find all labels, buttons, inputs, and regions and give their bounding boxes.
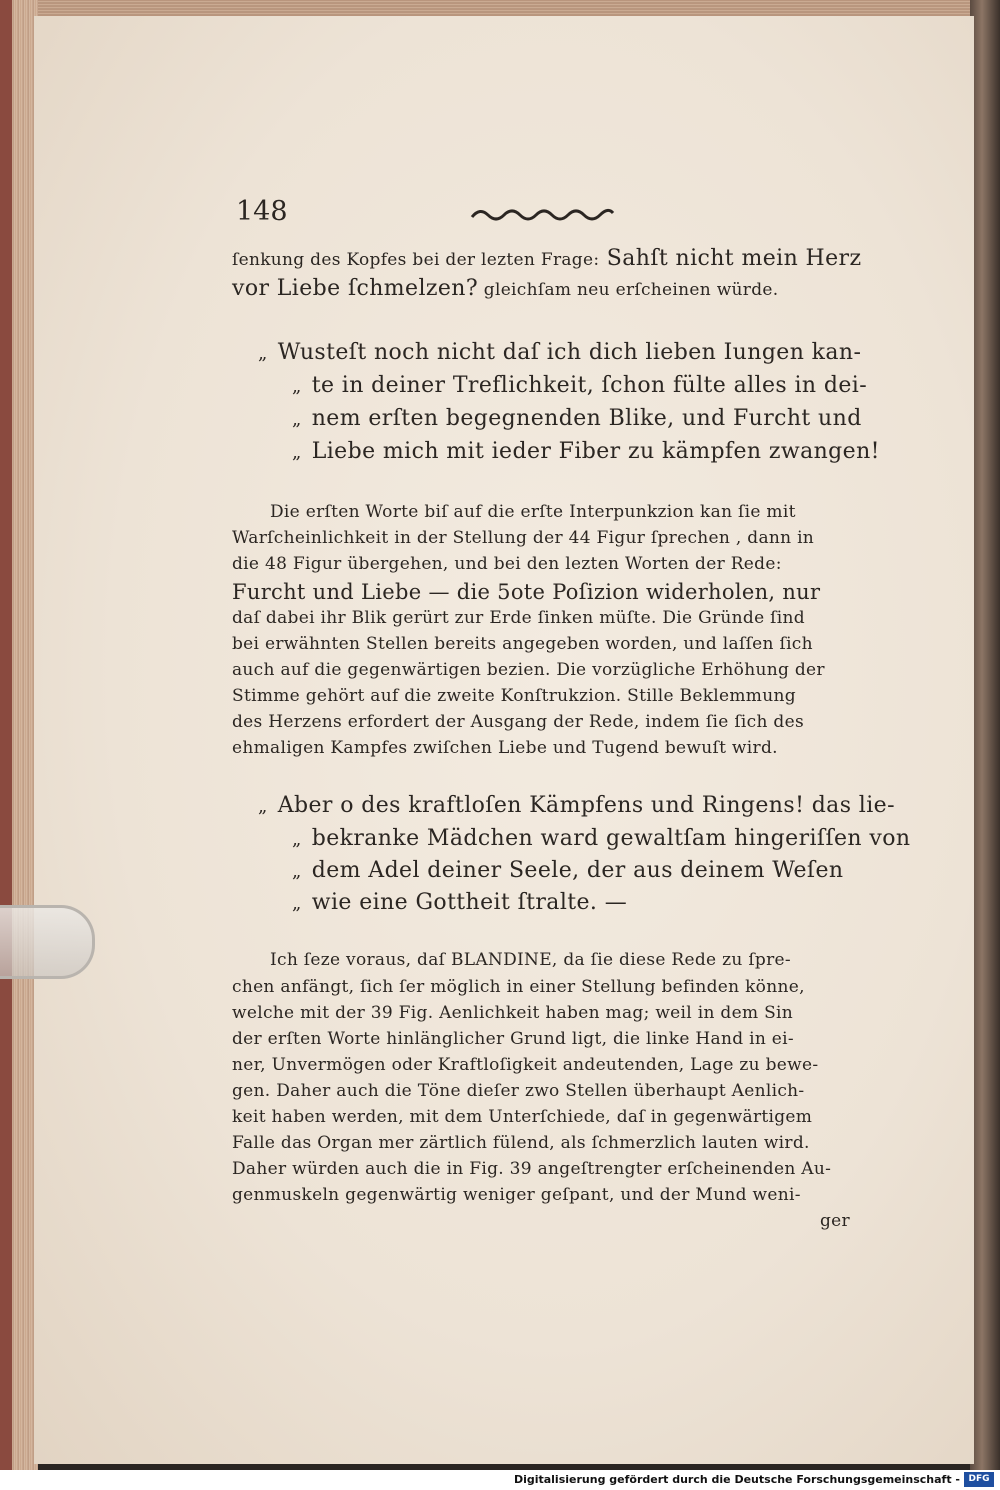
page-clip [0,905,95,979]
quote1-line [258,340,861,365]
wave-ornament-icon [470,203,615,225]
para2-line: Ich ſeze voraus, daſ BLANDINE, da ſie diese Rede zu ſpre- [270,950,791,970]
para1-line: die 48 Figur übergehen, und bei den lezten Worten der Rede: [232,554,782,574]
para1-text: Furcht und Liebe — die 5ote Poſizion widerholen, nur [232,580,821,604]
quote-text: bekranke Mädchen ward gewaltſam hingeriſſen von [311,826,911,851]
para1-line: Warſcheinlichkeit in der Stellung der 44 Figur ſprechen , dann in [232,528,815,548]
quote-mark: „ [292,829,302,850]
intro-text-small: gleichſam neu erſcheinen würde. [478,280,779,300]
intro-line-1 [232,246,861,271]
para2-line: Falle das Organ mer zärtlich fülend, als ſchmerzlich lauten wird. [232,1133,810,1153]
quote-text: dem Adel deiner Seele, der aus deinem Weſen [311,858,844,883]
intro-text-large: Sahſt nicht mein Herz [599,246,862,271]
quote-mark: „ [258,343,268,364]
quote-text: wie eine Gottheit ſtralte. — [311,890,628,915]
quote2-line [292,826,910,851]
para2-line: keit haben werden, mit dem Unterſchiede, daſ in gegenwärtigem [232,1107,813,1127]
intro-text-large: vor Liebe ſchmelzen? [232,276,479,301]
para1-line [232,580,820,604]
dfg-logo-icon: DFG [964,1472,994,1487]
para2-line: gen. Daher auch die Töne dieſer zwo Stellen überhaupt Aenlich- [232,1081,805,1101]
quote-text: nem erſten begegnenden Blike, und Furcht und [311,406,862,431]
para1-line: des Herzens erfordert der Ausgang der Rede, indem ſie ſich des [232,712,804,732]
para2-line: ner, Unvermögen oder Kraftloſigkeit andeutenden, Lage zu bewe- [232,1055,819,1075]
quote-mark: „ [292,409,302,430]
quote2-line [292,858,843,883]
para2-line: Daher würden auch die in Fig. 39 angeſtrengter erſcheinenden Au- [232,1159,832,1179]
quote1-line [292,373,867,398]
footer-credit: Digitalisierung gefördert durch die Deutsche Forschungsgemeinschaft - [513,1473,960,1486]
para2-line: der erſten Worte hinlänglicher Grund ligt, die linke Hand in ei- [232,1029,794,1049]
quote2-line [258,793,895,818]
intro-text-small: ſenkung des Kopfes bei der lezten Frage: [232,250,600,270]
page-number: 148 [236,196,288,227]
quote-mark: „ [258,796,268,817]
quote-mark: „ [292,893,302,914]
intro-line-2 [232,276,778,301]
para2-line: chen anfängt, ſich ſer möglich in einer Stellung befinden könne, [232,977,805,997]
quote-text: Aber o des kraftloſen Kämpfens und Ringens! das lie- [277,793,895,818]
quote-text: Liebe mich mit ieder Fiber zu kämpfen zwangen! [311,439,880,464]
quote-text: te in deiner Treflichkeit, ſchon fülte alles in dei- [311,373,868,398]
para1-line: bei erwähnten Stellen bereits angegeben worden, und laſſen ſich [232,634,813,654]
quote1-line [292,439,880,464]
book-right-edge [970,0,1000,1470]
para1-line: auch auf die gegenwärtigen bezien. Die vorzügliche Erhöhung der [232,660,825,680]
para2-line: genmuskeln gegenwärtig weniger geſpant, und der Mund weni- [232,1185,801,1205]
para1-line: ehmaligen Kampfes zwiſchen Liebe und Tugend bewuſt wird. [232,738,778,758]
para1-line: Die erſten Worte biſ auf die erſte Interpunkzion kan ſie mit [270,502,796,522]
quote2-line [292,890,627,915]
para1-line: daſ dabei ihr Blik gerürt zur Erde ſinken müſte. Die Gründe ſind [232,608,805,628]
quote-mark: „ [292,442,302,463]
book-spine [0,0,12,1470]
catchword: ger [820,1211,850,1231]
quote-mark: „ [292,861,302,882]
para1-line: Stimme gehört auf die zweite Konſtrukzion. Stille Beklemmung [232,686,796,706]
quote1-line [292,406,862,431]
quote-mark: „ [292,376,302,397]
quote-text: Wusteſt noch nicht daſ ich dich lieben Iungen kan- [277,340,862,365]
para2-line: welche mit der 39 Fig. Aenlichkeit haben mag; weil in dem Sin [232,1003,793,1023]
